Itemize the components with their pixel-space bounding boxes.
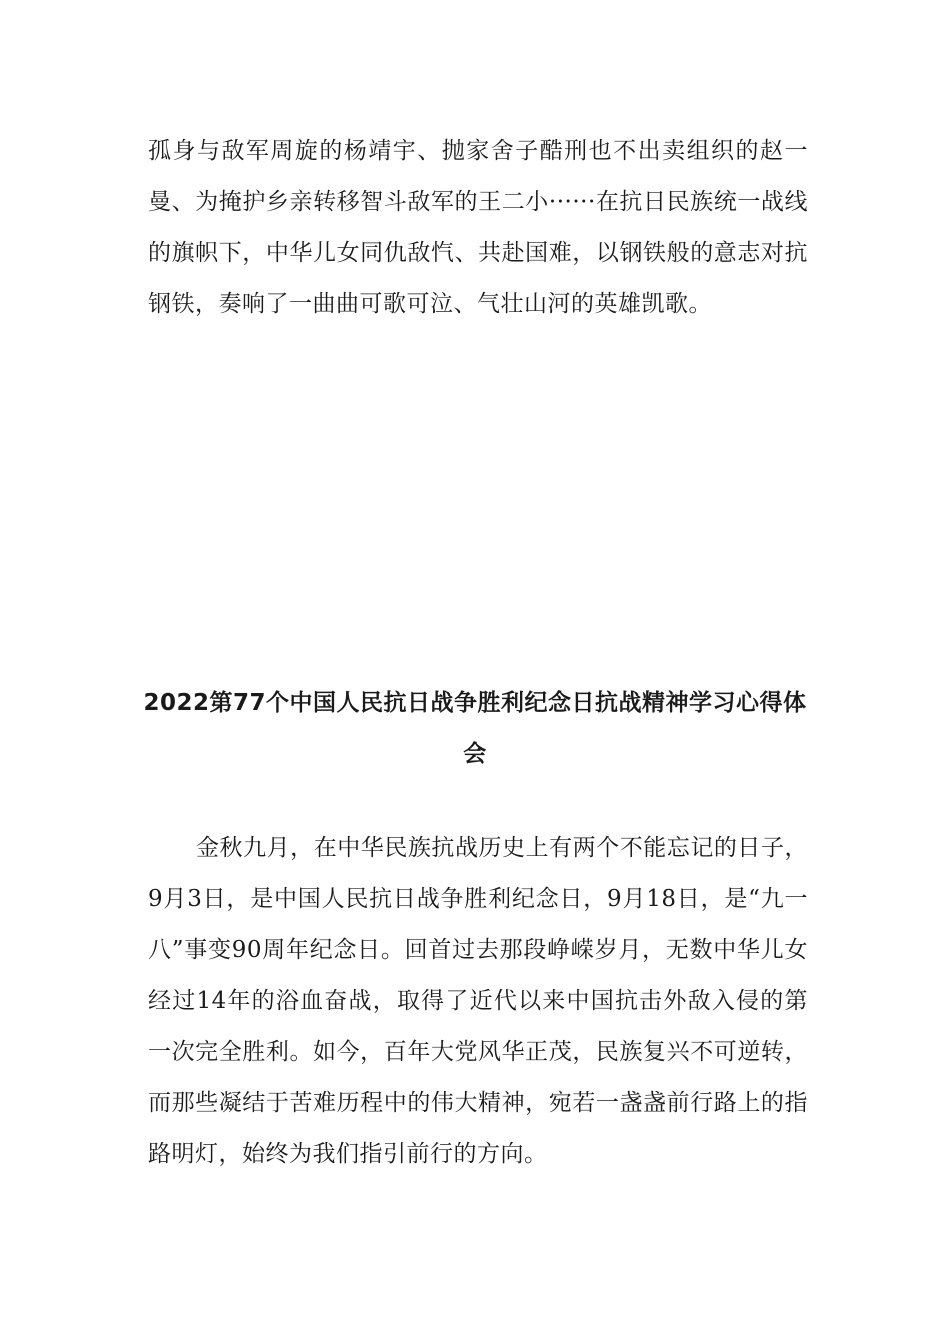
body-paragraph: 金秋九月，在中华民族抗战历史上有两个不能忘记的日子，9月3日，是中国人民抗日战争胜利纪念日，9月18日，是“九一八”事变90周年纪念日。回首过去那段峥嵘岁月，无数中华儿女经过14年的浴血奋战，取得了近代以来中国抗击外敌入侵的第一次完全胜利。如今，百年大党风华正茂，民族复兴不可逆转，而那些凝结于苦难历程中的伟大精神，宛若一盏盏前行路上的指路明灯，始终为我们指引前行的方向。	[148, 835, 808, 1167]
continued-paragraph: 孤身与敌军周旋的杨靖宇、抛家舍子酷刑也不出卖组织的赵一曼、为掩护乡亲转移智斗敌军的王二小······在抗日民族统一战线的旗帜下，中华儿女同仇敌忾、共赴国难，以钢铁般的意志对抗钢铁，奏响了一曲曲可歌可泣、气壮山河的英雄凯歌。	[148, 138, 808, 317]
document-title: 2022第77个中国人民抗日战争胜利纪念日抗战精神学习心得体会	[143, 690, 807, 767]
